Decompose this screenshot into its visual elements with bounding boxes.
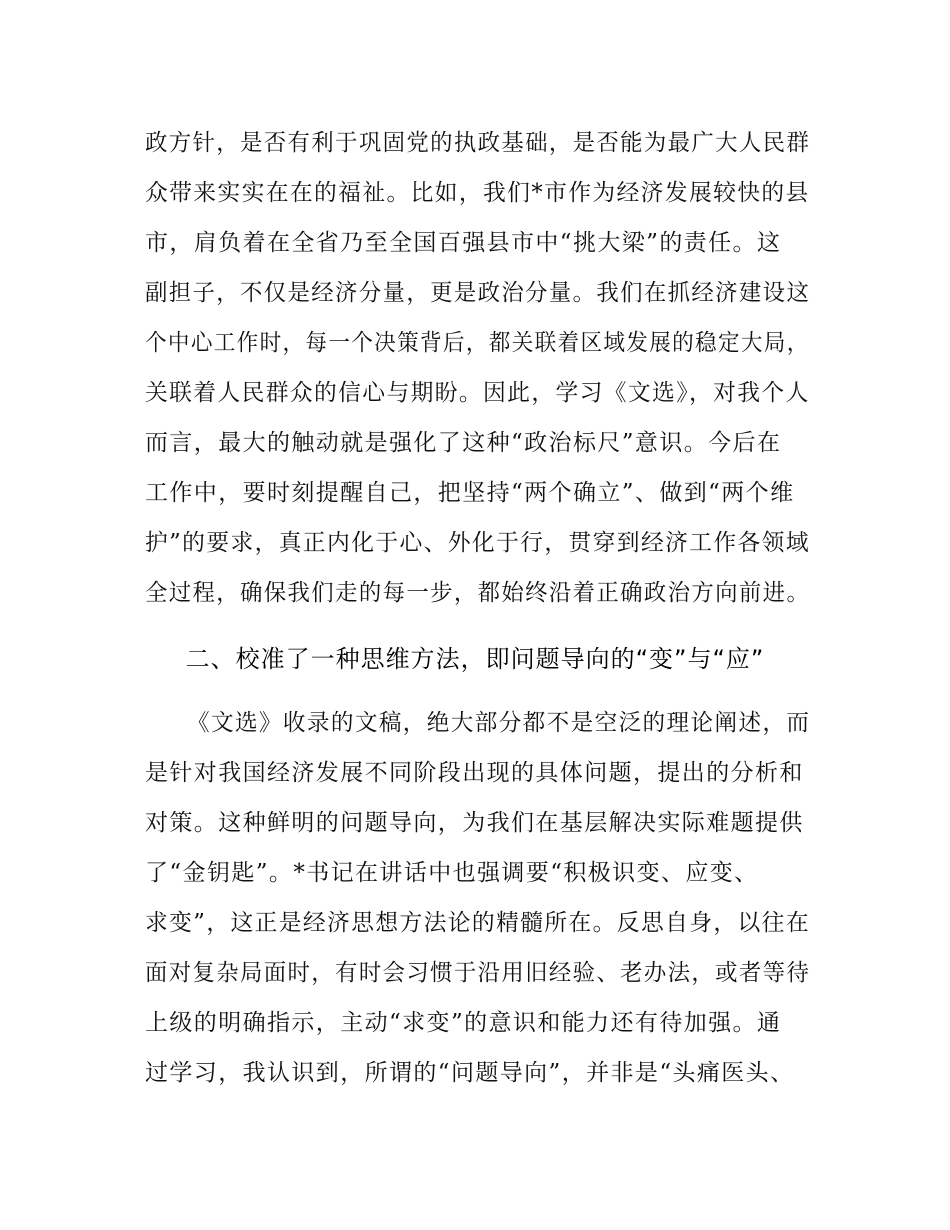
paragraph-line: 个中心工作时，每一个决策背后，都关联着区域发展的稳定大局， xyxy=(145,330,810,356)
paragraph-line: 众带来实实在在的福祉。比如，我们*市作为经济发展较快的县 xyxy=(145,180,810,206)
paragraph-line: 全过程，确保我们走的每一步，都始终沿着正确政治方向前进。 xyxy=(145,580,811,606)
paragraph-line: 而言，最大的触动就是强化了这种“政治标尺”意识。今后在 xyxy=(145,430,782,456)
paragraph-line: 过学习，我认识到，所谓的“问题导向”，并非是“头痛医头、 xyxy=(145,1060,795,1086)
paragraph-line: 是针对我国经济发展不同阶段出现的具体问题，提出的分析和 xyxy=(145,760,804,786)
paragraph-line: 《文选》收录的文稿，绝大部分都不是空泛的理论阐述，而 xyxy=(187,710,811,736)
paragraph-line: 政方针，是否有利于巩固党的执政基础，是否能为最广大人民群 xyxy=(145,130,811,156)
paragraph-line: 关联着人民群众的信心与期盼。因此，学习《文选》，对我个人 xyxy=(145,380,810,406)
paragraph-line: 了“金钥匙”。*书记在讲话中也强调要“积极识变、应变、 xyxy=(145,860,759,886)
paragraph-line: 对策。这种鲜明的问题导向，为我们在基层解决实际难题提供 xyxy=(145,810,804,836)
paragraph-line: 市，肩负着在全省乃至全国百强县市中“挑大梁”的责任。这 xyxy=(145,230,782,256)
paragraph-line: 面对复杂局面时，有时会习惯于沿用旧经验、老办法，或者等待 xyxy=(145,960,811,986)
paragraph-line: 工作中，要时刻提醒自己，把坚持“两个确立”、做到“两个维 xyxy=(145,480,795,506)
paragraph-line: 护”的要求，真正内化于心、外化于行，贯穿到经济工作各领域 xyxy=(145,530,810,556)
paragraph-line: 求变”，这正是经济思想方法论的精髓所在。反思自身，以往在 xyxy=(145,910,810,936)
paragraph-line: 副担子，不仅是经济分量，更是政治分量。我们在抓经济建设这 xyxy=(145,280,811,306)
section-heading: 二、校准了一种思维方法，即问题导向的“变”与“应” xyxy=(185,645,765,673)
paragraph-line: 上级的明确指示，主动“求变”的意识和能力还有待加强。通 xyxy=(145,1010,782,1036)
